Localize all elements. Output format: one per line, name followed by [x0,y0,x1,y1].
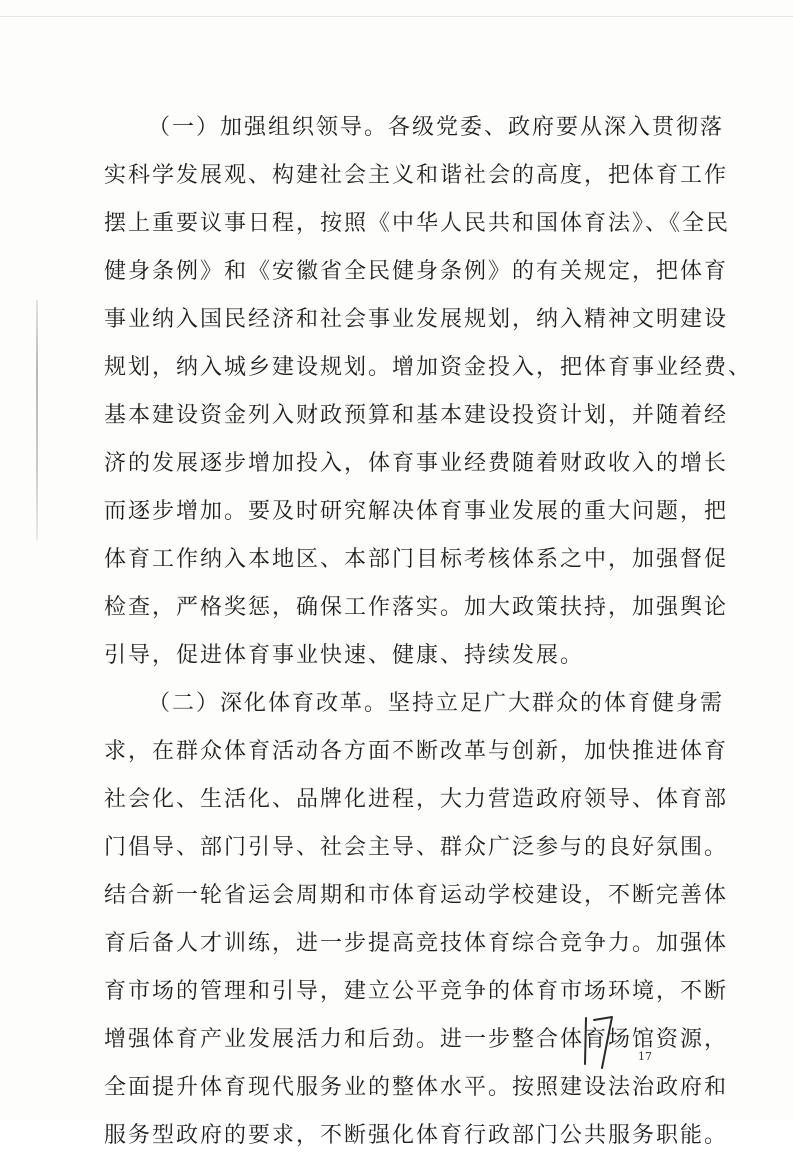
paragraph-1 [104,104,753,680]
text-line: （一）加强组织领导。各级党委、政府要从深入贯彻落 [148,115,725,140]
text-line: 求，在群众体育活动各方面不断改革与创新，加快推进体育 [104,739,729,764]
text-line: （二）深化体育改革。坚持立足广大群众的体育健身需 [148,691,725,716]
text-line: 事业纳入国民经济和社会事业发展规划，纳入精神文明建设 [104,307,729,332]
text-line: 增强体育产业发展活力和后劲。进一步整合体育场馆资源， [104,1027,729,1052]
paragraph-2 [104,680,729,1160]
text-line: 体育工作纳入本地区、本部门目标考核体系之中，加强督促 [104,547,729,572]
scan-binding-shadow [36,300,38,540]
text-line: 育市场的管理和引导，建立公平竞争的体育市场环境，不断 [104,979,729,1004]
scan-border-line [0,16,793,17]
text-line: 全面提升体育现代服务业的整体水平。按照建设法治政府和 [104,1075,729,1100]
text-line: 服务型政府的要求，不断强化体育行政部门公共服务职能。 [104,1123,729,1148]
text-line: 育后备人才训练，进一步提高竞技体育综合竞争力。加强体 [104,931,729,956]
text-line: 健身条例》和《安徽省全民健身条例》的有关规定，把体育 [104,259,729,284]
page-number: 17 [638,1050,652,1063]
text-line: 而逐步增加。要及时研究解决体育事业发展的重大问题，把 [104,499,729,524]
text-line: 社会化、生活化、品牌化进程，大力营造政府领导、体育部 [104,787,729,812]
text-line: 结合新一轮省运会周期和市体育运动学校建设，不断完善体 [104,883,729,908]
body-text [104,104,753,1160]
text-line: 引导，促进体育事业快速、健康、持续发展。 [104,643,585,668]
text-line: 摆上重要议事日程，按照《中华人民共和国体育法》、《全民 [104,211,731,236]
text-line: 基本建设资金列入财政预算和基本建设投资计划，并随着经 [104,403,729,428]
text-line: 济的发展逐步增加投入，体育事业经费随着财政收入的增长 [104,451,729,476]
text-line: 检查，严格奖惩，确保工作落实。加大政策扶持，加强舆论 [104,595,729,620]
text-line: 门倡导、部门引导、社会主导、群众广泛参与的良好氛围。 [104,835,729,860]
handwritten-page-mark [578,1012,618,1072]
text-line: 实科学发展观、构建社会主义和谐社会的高度，把体育工作 [104,163,729,188]
text-line: 规划，纳入城乡建设规划。增加资金投入，把体育事业经费、 [104,355,753,380]
